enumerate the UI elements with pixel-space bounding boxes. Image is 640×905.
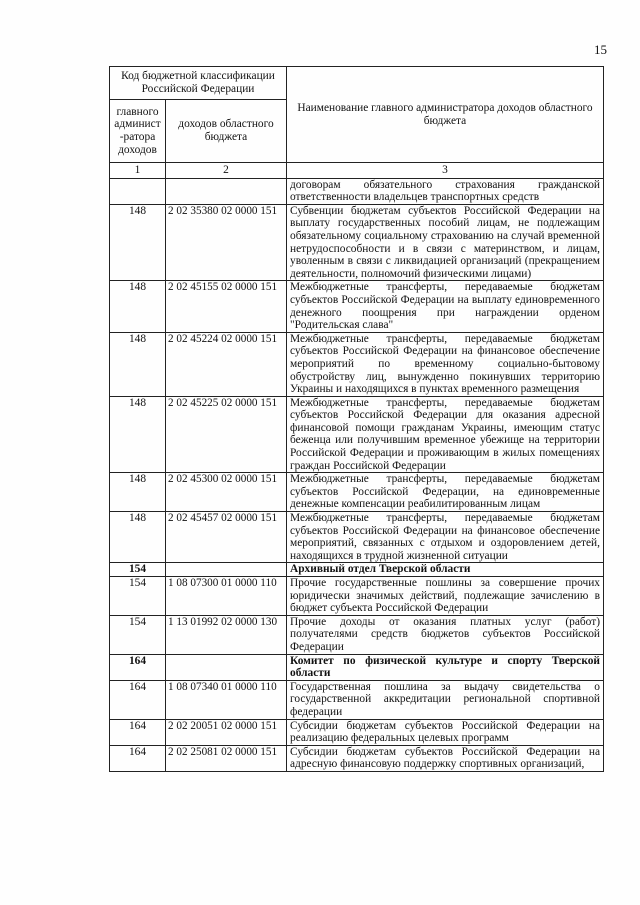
column-number-3: 3 [287,163,604,179]
income-name-cell: Прочие государственные пошлины за совершение прочих юридически значимых действий, подлежащие зачислению в бюджет субъекта Российской Федерации [287,577,604,616]
admin-code-cell: 164 [110,719,166,745]
admin-code-cell: 164 [110,680,166,719]
table-row [110,563,604,577]
table-row [110,332,604,396]
budget-code-cell: 2 02 20051 02 0000 151 [166,719,287,745]
budget-code-cell: 2 02 45224 02 0000 151 [166,332,287,396]
table-row [110,204,604,281]
income-name-cell: Межбюджетные трансферты, передаваемые бюджетам субъектов Российской Федерации, на единовременные денежные компенсации реабилитированным лицам [287,473,604,512]
header-code-column: доходов областного бюджета [166,100,287,163]
admin-code-cell: 148 [110,204,166,281]
income-name-cell: Межбюджетные трансферты, передаваемые бюджетам субъектов Российской Федерации для оказания адресной финансовой помощи гражданам Украины, имеющим статус беженца или получившим временное убежище на территории Российской Федерации и проживающим в жилых помещениях граждан Российской Федерации [287,396,604,473]
admin-code-cell: 154 [110,615,166,654]
income-name-cell: Комитет по физической культуре и спорту Тверской области [287,654,604,680]
budget-classification-table [109,66,604,772]
admin-code-cell: 154 [110,563,166,577]
table-row [110,615,604,654]
table-row [110,577,604,616]
budget-code-cell: 2 02 25081 02 0000 151 [166,745,287,771]
budget-code-cell: 2 02 45457 02 0000 151 [166,512,287,563]
budget-code-cell: 1 13 01992 02 0000 130 [166,615,287,654]
column-number-2: 2 [166,163,287,179]
table-row [110,654,604,680]
income-name-cell: Межбюджетные трансферты, передаваемые бюджетам субъектов Российской Федерации на финансовое обеспечение мероприятий, связанных с отдыхом и оздоровлением детей, находящихся в трудной жизненной ситуации [287,512,604,563]
admin-code-cell: 148 [110,332,166,396]
budget-code-cell: 1 08 07300 01 0000 110 [166,577,287,616]
income-name-cell: Прочие доходы от оказания платных услуг (работ) получателями средств бюджетов субъектов Российской Федерации [287,615,604,654]
admin-code-cell [110,178,166,204]
income-name-cell: Субсидии бюджетам субъектов Российской Федерации на реализацию федеральных целевых программ [287,719,604,745]
income-name-cell: Субсидии бюджетам субъектов Российской Федерации на адресную финансовую поддержку спортивных организаций, [287,745,604,771]
header-group-title: Код бюджетной классификации Российской Федерации [110,67,287,100]
header-admin-column: главного админист-ратора доходов [110,100,166,163]
table-row [110,281,604,332]
table-row [110,745,604,771]
page-number: 15 [594,42,607,57]
budget-code-cell: 2 02 45300 02 0000 151 [166,473,287,512]
income-name-cell: договорам обязательного страхования гражданской ответственности владельцев транспортных средств [287,178,604,204]
admin-code-cell: 164 [110,745,166,771]
table-row [110,680,604,719]
budget-code-cell [166,178,287,204]
header-row-1 [110,67,604,100]
budget-table-container [109,66,603,772]
table-row [110,473,604,512]
budget-code-cell: 2 02 45155 02 0000 151 [166,281,287,332]
income-name-cell: Государственная пошлина за выдачу свидетельства о государственной аккредитации региональной спортивной федерации [287,680,604,719]
table-row [110,512,604,563]
header-name-column: Наименование главного администратора доходов областного бюджета [287,67,604,163]
column-number-1: 1 [110,163,166,179]
admin-code-cell: 148 [110,281,166,332]
budget-code-cell: 2 02 45225 02 0000 151 [166,396,287,473]
admin-code-cell: 164 [110,654,166,680]
header-number-row [110,163,604,179]
table-body [110,178,604,771]
income-name-cell: Межбюджетные трансферты, передаваемые бюджетам субъектов Российской Федерации на финансовое обеспечение мероприятий по временному социально-бытовому обустройству лиц, вынужденно покинувших территорию Украины и находящихся в пунктах временного размещения [287,332,604,396]
budget-code-cell [166,563,287,577]
income-name-cell: Архивный отдел Тверской области [287,563,604,577]
table-row [110,396,604,473]
table-row [110,178,604,204]
budget-code-cell: 1 08 07340 01 0000 110 [166,680,287,719]
budget-code-cell [166,654,287,680]
income-name-cell: Межбюджетные трансферты, передаваемые бюджетам субъектов Российской Федерации на выплату единовременного денежного поощрения при награждении орденом "Родительская слава" [287,281,604,332]
admin-code-cell: 148 [110,473,166,512]
admin-code-cell: 148 [110,512,166,563]
income-name-cell: Субвенции бюджетам субъектов Российской Федерации на выплату государственных пособий лицам, не подлежащим обязательному социальному страхованию на случай временной нетрудоспособности и в связи с материнством, и лицам, уволенным в связи с ликвидацией организаций (прекращением деятельности, полномочий физическими лицами) [287,204,604,281]
table-row [110,719,604,745]
budget-code-cell: 2 02 35380 02 0000 151 [166,204,287,281]
admin-code-cell: 154 [110,577,166,616]
admin-code-cell: 148 [110,396,166,473]
